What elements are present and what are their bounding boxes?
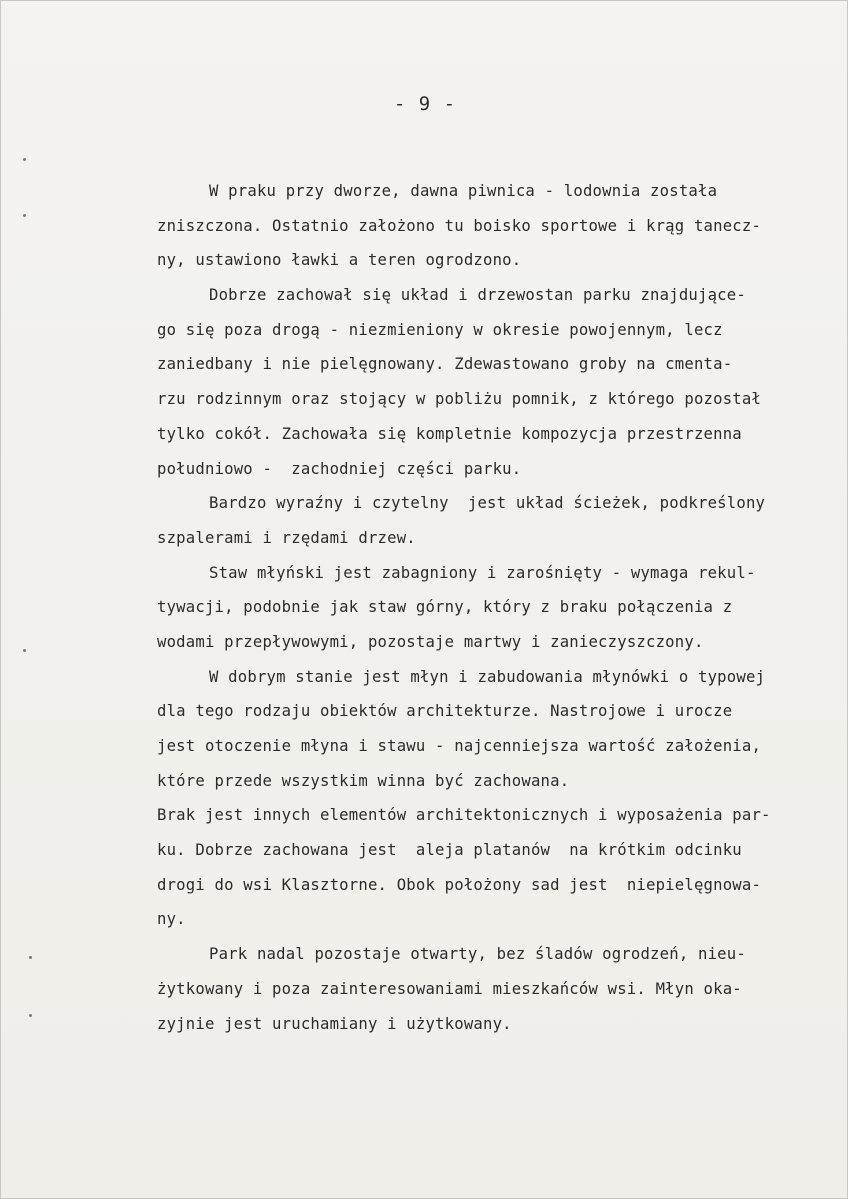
text-line: Dobrze zachował się układ i drzewostan parku znajdujące- [209, 286, 746, 305]
text-line: dla tego rodzaju obiektów architekturze. Nastrojowe i urocze [157, 702, 733, 721]
text-line: drogi do wsi Klasztorne. Obok położony sad jest niepielęgnowa- [157, 875, 762, 894]
paragraph [157, 937, 817, 1041]
text-line: tywacji, podobnie jak staw górny, który z braku połączenia z [157, 598, 733, 617]
text-line: zyjnie jest uruchamiany i użytkowany. [157, 1014, 512, 1033]
text-line: go się poza drogą - niezmieniony w okresie powojennym, lecz [157, 320, 723, 339]
paragraph [157, 174, 817, 278]
text-line: południowo - zachodniej części parku. [157, 459, 522, 478]
margin-mark [23, 214, 26, 217]
text-line: żytkowany i poza zainteresowaniami mieszkańców wsi. Młyn oka- [157, 979, 742, 998]
paragraph [157, 660, 817, 799]
document-body [157, 174, 817, 1041]
paragraph [157, 486, 817, 555]
text-line: jest otoczenie młyna i stawu - najcenniejsza wartość założenia, [157, 737, 762, 755]
margin-mark [29, 1014, 32, 1017]
page-number: - 9 - [393, 93, 457, 115]
text-line: tylko cokół. Zachowała się kompletnie kompozycja przestrzenna [157, 424, 742, 443]
margin-mark [23, 649, 26, 652]
paragraph [157, 798, 817, 937]
text-line: W dobrym stanie jest młyn i zabudowania młynówki o typowej [209, 667, 766, 686]
margin-mark [29, 956, 32, 959]
margin-mark [23, 158, 26, 161]
text-line: rzu rodzinnym oraz stojący w pobliżu pomnik, z którego pozostał [157, 390, 762, 409]
text-line: zniszczona. Ostatnio założono tu boisko sportowe i krąg tanecz- [157, 216, 762, 235]
text-line: ku. Dobrze zachowana jest aleja platanów na krótkim odcinku [157, 841, 742, 860]
text-line: szpalerami i rzędami drzew. [157, 528, 416, 547]
text-line: W praku przy dworze, dawna piwnica - lodownia została [209, 182, 718, 200]
text-line: ny. [157, 910, 186, 929]
text-line: Brak jest innych elementów architektonicznych i wyposażenia par- [157, 806, 771, 825]
text-line: zaniedbany i nie pielęgnowany. Zdewastowano groby na cmenta- [157, 355, 733, 374]
text-line: Bardzo wyraźny i czytelny jest układ ścieżek, podkreślony [209, 494, 766, 513]
paragraph [157, 556, 817, 660]
text-line: wodami przepływowymi, pozostaje martwy i zanieczyszczony. [157, 632, 704, 651]
paragraph [157, 278, 817, 486]
text-line: Staw młyński jest zabagniony i zarośnięty - wymaga rekul- [209, 563, 756, 582]
text-line: Park nadal pozostaje otwarty, bez śladów ogrodzeń, nieu- [209, 945, 746, 964]
text-line: ny, ustawiono ławki a teren ogrodzono. [157, 251, 522, 270]
text-line: które przede wszystkim winna być zachowana. [157, 771, 570, 790]
